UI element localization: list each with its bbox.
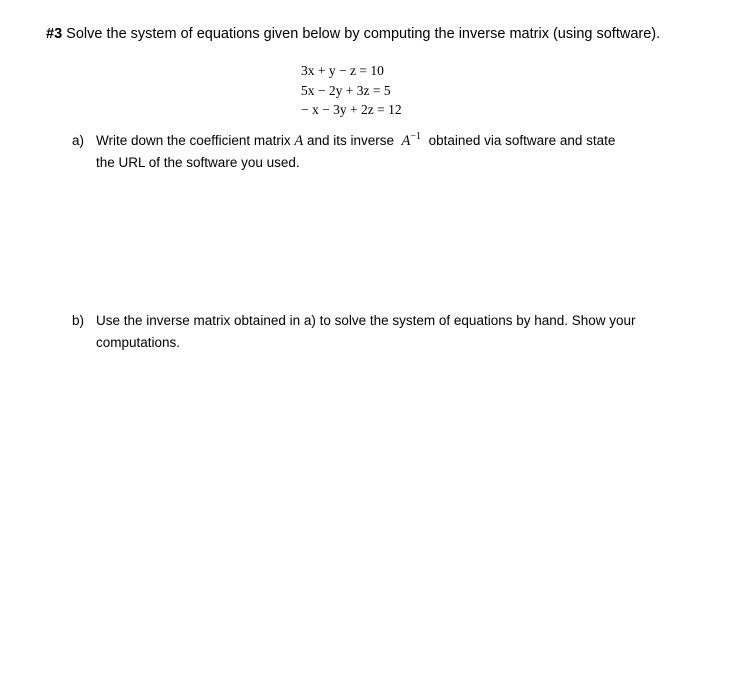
part-a-text-after: obtained via software and state [428, 133, 616, 148]
equation-system [301, 61, 402, 120]
part-a-label: a) [72, 133, 85, 148]
part-b-text [96, 310, 636, 354]
part-a-text-middle: and its inverse [306, 133, 395, 148]
inverse-exponent: −1 [410, 131, 422, 142]
matrix-a-symbol: A [294, 133, 304, 149]
problem-number: #3 [46, 26, 63, 42]
equation-2: 5x − 2y + 3z = 5 [301, 82, 391, 98]
inverse-base: A [401, 133, 411, 149]
inverse-matrix-symbol [402, 133, 422, 149]
part-b-line-1: Use the inverse matrix obtained in a) to solve the system of equations by hand. Show your [96, 313, 636, 328]
part-b-label: b) [72, 313, 85, 328]
part-a-line-1 [96, 130, 615, 152]
part-b-line-2: computations. [96, 335, 181, 350]
equation-1: 3x + y − z = 10 [301, 63, 384, 78]
equation-3: − x − 3y + 2z = 12 [301, 102, 402, 117]
problem-instruction: Solve the system of equations given below by computing the inverse matrix (using software). [66, 26, 661, 42]
problem-heading [46, 26, 660, 42]
part-a-line-2: the URL of the software you used. [96, 155, 300, 170]
part-a-text [96, 130, 615, 174]
part-a-text-before: Write down the coefficient matrix [96, 133, 291, 148]
